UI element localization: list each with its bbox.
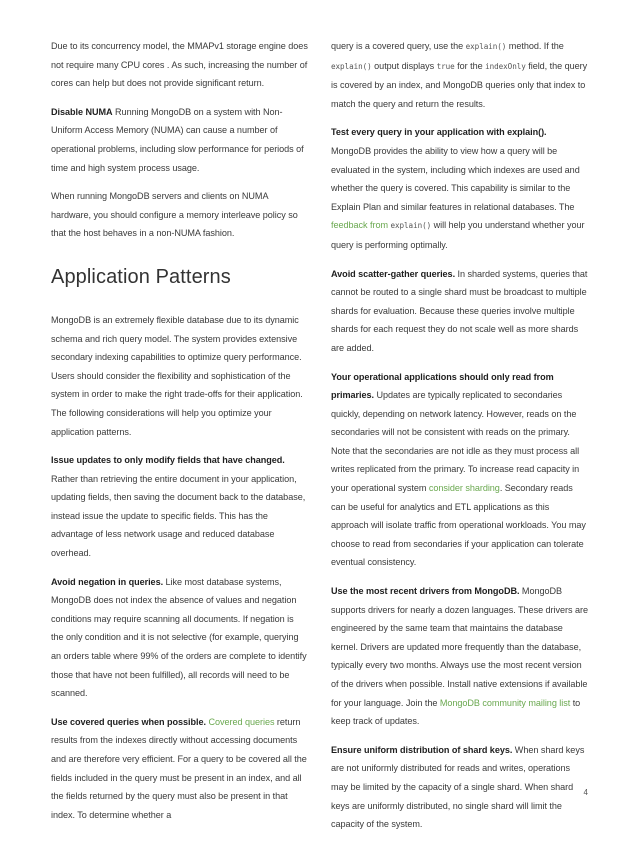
right-column xyxy=(331,37,589,844)
heading-read-primaries: Your operational applications should only read from primaries. xyxy=(331,371,554,401)
paragraph-disable-numa xyxy=(51,103,308,177)
link-feedback-from-explain[interactable] xyxy=(331,220,431,230)
text-shard-keys: When shard keys are not uniformly distributed for reads and writes, operations may be limited by the capacity of a single shard. When shard keys are uniformly distributed, no single shard will limit the capacity of the system. xyxy=(331,744,585,830)
paragraph-recent-drivers xyxy=(331,582,589,731)
text-read-primaries-b: . Secondary reads can be useful for analytics and ETL applications as this approach will isolate traffic from operational workloads. You may choose to read from secondaries if your application can tolerate eventual consistency. xyxy=(331,483,586,568)
paragraph-scatter-gather xyxy=(331,265,589,358)
paragraph-avoid-negation xyxy=(51,573,308,703)
paragraph-numa-interleave: When running MongoDB servers and clients on NUMA hardware, you should configure a memory interleave policy so that the host behaves in a non-NUMA fashion. xyxy=(51,191,298,239)
heading-test-explain: Test every query in your application with explain(). xyxy=(331,127,547,138)
heading-scatter-gather: Avoid scatter-gather queries. xyxy=(331,268,456,279)
link-community-mailing-list[interactable]: MongoDB community mailing list xyxy=(439,697,571,708)
text-scatter-gather: In sharded systems, queries that cannot be routed to a single shard must be broadcast to multiple shards for evaluation. Because these queries involve multiple shards for each request they do not scale well as more shards are added. xyxy=(331,268,588,353)
page-number: 4 xyxy=(583,788,588,797)
heading-recent-drivers: Use the most recent drivers from MongoDB. xyxy=(331,586,520,597)
link-feedback-text: feedback from xyxy=(331,220,388,231)
heading-modify-fields: Issue updates to only modify fields that have changed. xyxy=(51,455,285,466)
paragraph-cpu-cores: Due to its concurrency model, the MMAPv1 storage engine does not require many CPU cores . As such, increasing the number of cores can help but does not provide significant return. xyxy=(51,41,308,89)
link-covered-queries[interactable]: Covered queries xyxy=(208,716,275,727)
heading-avoid-negation: Avoid negation in queries. xyxy=(51,576,164,587)
text-covered-cont-e: field, the query is covered by an index, and MongoDB queries only that index to match the query and return the results. xyxy=(331,60,588,109)
left-column xyxy=(51,37,308,834)
heading-covered-queries: Use covered queries when possible. xyxy=(51,716,206,727)
text-read-primaries-a: Updates are typically replicated to secondaries quickly, depending on network latency. However, reads on the secondaries will not be consistent with reads on the primary. Note that the secondaries are not idle as they must process all writes replicated from the primary. To increase read capacity in your operational system xyxy=(331,390,580,494)
text-recent-drivers-a: MongoDB supports drivers for nearly a dozen languages. These drivers are engineered by the same team that maintains the database kernel. Drivers are updated more frequently than the database, typically every two months. Always use the most recent version of the drivers when possible. Install native extensions if available for your language. Join the xyxy=(331,586,588,708)
heading-disable-numa: Disable NUMA xyxy=(51,106,113,117)
link-consider-sharding[interactable]: consider sharding xyxy=(428,483,500,494)
code-true: true xyxy=(436,61,455,71)
paragraph-read-primaries xyxy=(331,368,589,573)
code-indexonly: indexOnly xyxy=(485,61,526,71)
paragraph-test-explain xyxy=(331,123,589,254)
text-covered-cont-b: method. If the xyxy=(506,41,564,51)
paragraph-app-intro: MongoDB is an extremely flexible database due to its dynamic schema and rich query model. The system provides extensive secondary indexing capabilities to optimize query performance. Users should consider the flexibility and sophistication of the system in order to make the right trade-offs for their application. The following considerations will help you optimize your application patterns. xyxy=(51,314,303,437)
heading-shard-keys: Ensure uniform distribution of shard keys. xyxy=(331,744,513,755)
text-covered-cont-d: for the xyxy=(454,60,486,71)
text-test-explain-a: MongoDB provides the ability to view how a query will be evaluated in the system, including which indexes are used and whether the query is covered. This capability is similar to the Explain Plan and similar features in relational databases. The xyxy=(331,145,580,212)
code-explain-2: explain() xyxy=(331,61,372,71)
section-title-application-patterns: Application Patterns xyxy=(51,265,231,288)
paragraph-covered-continued xyxy=(331,37,589,113)
paragraph-covered-queries xyxy=(51,713,308,825)
text-covered-cont-a: query is a covered query, use the xyxy=(331,41,466,51)
text-avoid-negation: Like most database systems, MongoDB does not index the absence of values and negation conditions may require scanning all documents. If negation is the only condition and it is not selective (for example, querying an orders table where 99% of the orders are complete to identify those that have not been fulfilled), all records will need to be scanned. xyxy=(51,576,307,699)
text-covered-cont-c: output displays xyxy=(371,60,437,71)
text-test-explain-b: will help you understand whether your query is performing optimally. xyxy=(331,220,585,250)
text-modify-fields: Rather than retrieving the entire document in your application, updating fields, then saving the document back to the database, instead issue the update to specific fields. This has the advantage of less network usage and reduced database overhead. xyxy=(51,473,306,559)
text-disable-numa: Running MongoDB on a system with Non-Uniform Access Memory (NUMA) can cause a number of operational problems, including slow performance for periods of time and high system process usage. xyxy=(51,106,304,173)
code-explain-3: explain() xyxy=(390,221,432,231)
paragraph-modify-fields xyxy=(51,451,308,563)
code-explain-1: explain() xyxy=(465,42,507,51)
paragraph-shard-keys xyxy=(331,741,589,834)
text-recent-drivers-b: to keep track of updates. xyxy=(331,697,581,727)
text-covered-queries: return results from the indexes directly without accessing documents and are therefore very efficient. For a query to be covered all the fields included in the query must be present in an index, and all the fields returned by the query must also be present in that index. To determine whether a xyxy=(51,716,307,820)
